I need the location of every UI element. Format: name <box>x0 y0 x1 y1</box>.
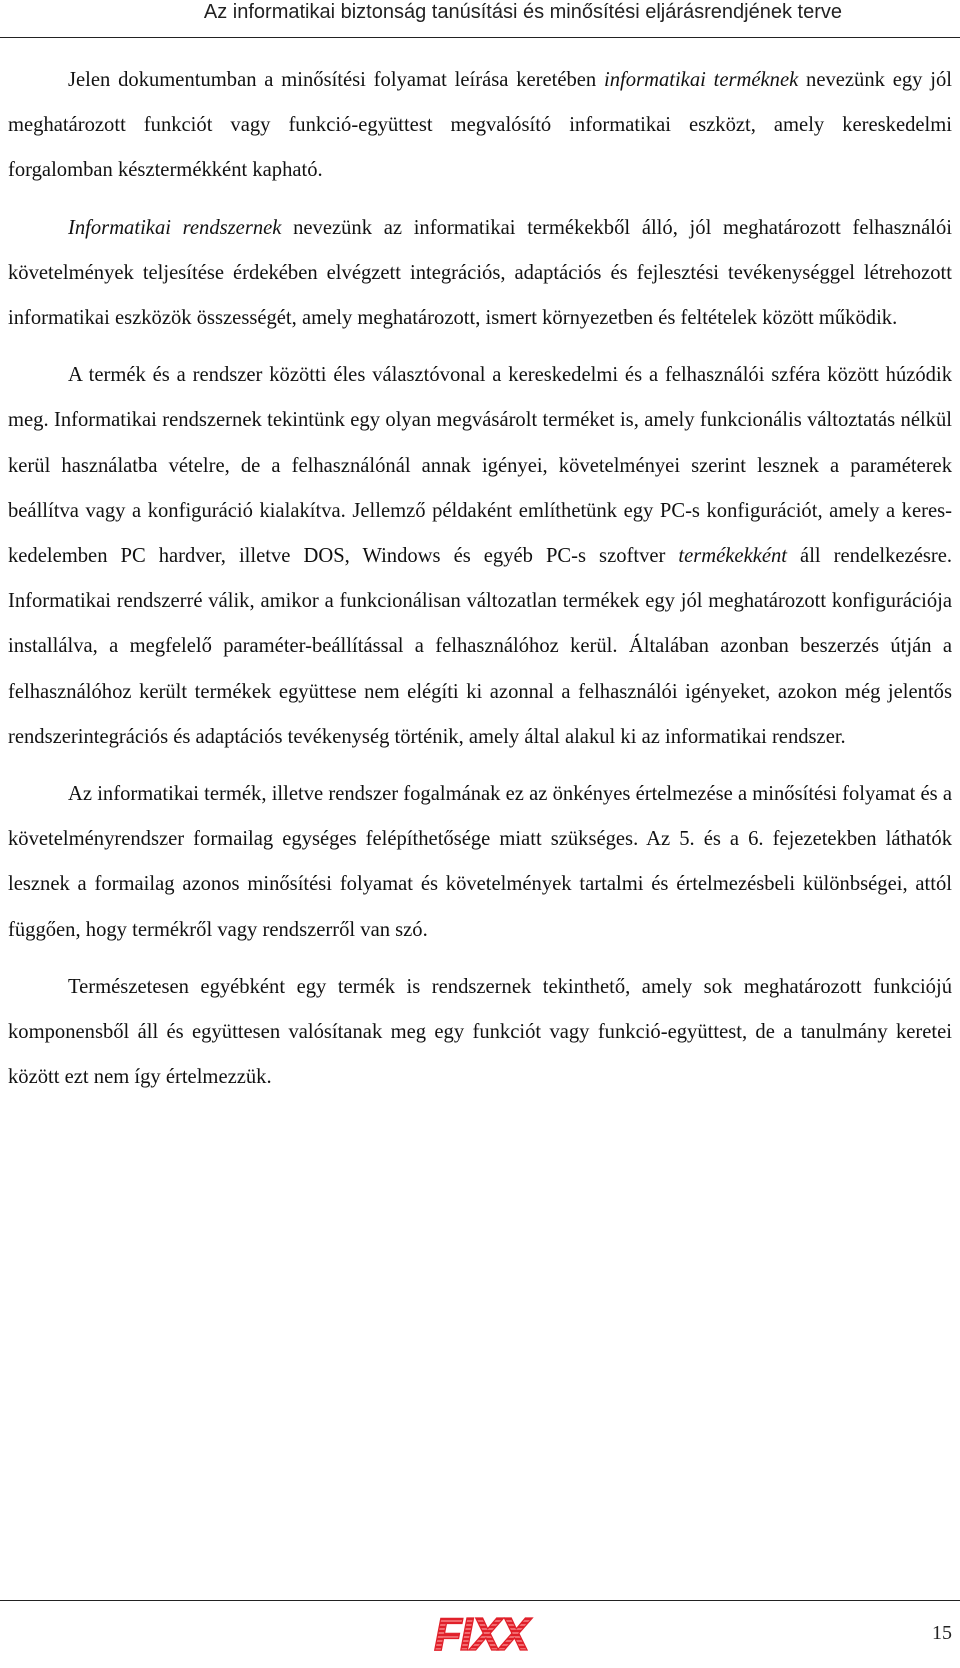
paragraph-onkenyes-ertelmezes <box>8 772 952 953</box>
page-number: 15 <box>932 1622 952 1644</box>
svg-text:FIXX: FIXX <box>433 1608 529 1658</box>
term-termekekkent: termékekként <box>678 545 788 568</box>
running-header-title: Az informatikai biztonság tanúsítási és minősítési eljárásrendjének terve <box>203 1 842 23</box>
footer-divider <box>0 1600 960 1601</box>
text-segment: A termék és a rendszer közötti éles választóvonal a kereskedelmi és a felhasználói szféra között húzódik meg. Informatikai rendszernek tekintünk egy olyan megvásárolt terméket is, amely funkcionális változtatás nélkül kerül használatba vételre, de a felhasználónál annak igényei, követelményei szerint lesznek a paraméterek beállítva vagy a konfiguráció kialakítva. Jellemző példaként említhetünk egy PC-s konfigurációt, amely a kereskedelemben PC hardver, illetve DOS, Windows és egyéb PC-s szoftver <box>8 364 952 568</box>
fixx-logo <box>420 1606 542 1658</box>
text-segment: nevezünk egy jól meghatározott funkciót vagy funkció-együttest megvalósító informatikai eszközt, amely kereskedelmi forgalomban késztermékként kapható. <box>8 69 952 182</box>
paragraph-informatikai-termek <box>8 58 952 194</box>
term-informatikai-rendszer: Informatikai rendszernek <box>68 216 282 239</box>
page-header <box>0 0 960 38</box>
paragraph-termek-mint-rendszer <box>8 965 952 1101</box>
text-segment: Az informatikai termék, illetve rendszer fogalmának ez az önkényes értelmezése a minősítési folyamat és a követelményrendszer formailag egységes felépíthetősége miatt szükséges. Az 5. és a 6. fejezetekben láthatók lesznek a formailag azonos minősítési folyamat és követelmények tartalmi és értelmezésbeli különbségei, attól függően, hogy termékről vagy rendszerről van szó. <box>8 783 952 941</box>
text-segment: Jelen dokumentumban a minősítési folyamat leírása keretében <box>68 69 605 91</box>
document-body <box>8 58 952 1112</box>
text-segment: Természetesen egyébként egy termék is rendszernek tekinthető, amely sok meghatározott funkciójú komponensből áll és együttesen valósítanak meg egy funkciót vagy funkció-együttest, de a tanulmány keretei között ezt nem így értelmezzük. <box>8 975 952 1089</box>
term-informatikai-termek: informatikai terméknek <box>604 69 799 91</box>
paragraph-termek-rendszer-valasztovonal <box>8 353 952 760</box>
page-footer <box>0 1600 960 1668</box>
paragraph-informatikai-rendszer <box>8 206 952 342</box>
text-segment: nevezünk az informatikai termékekből álló, jól meghatározott felhasználói követelmények teljesítése érdekében elvégzett integrációs, adaptációs és fejlesztési tevékenységgel létrehozott informatikai eszközök összességét, amely meghatározott, ismert környezetben és feltételek között működik. <box>8 216 952 330</box>
text-segment: áll rendelkezésre. Informatikai rendszerré válik, amikor a funkcionálisan változatlan termékek egy jól meghatározott konfigurációja installálva, a megfelelő paraméter-beállítással a felhasználóhoz kerül. Általában azonban beszerzés útján a felhasználóhoz került termékek együttese nem elégíti ki azonnal a felhasználói igényeket, azokon még jelentős rendszerintegrációs és adaptációs tevékenység történik, amely által alakul ki az informatikai rendszer. <box>8 545 952 748</box>
